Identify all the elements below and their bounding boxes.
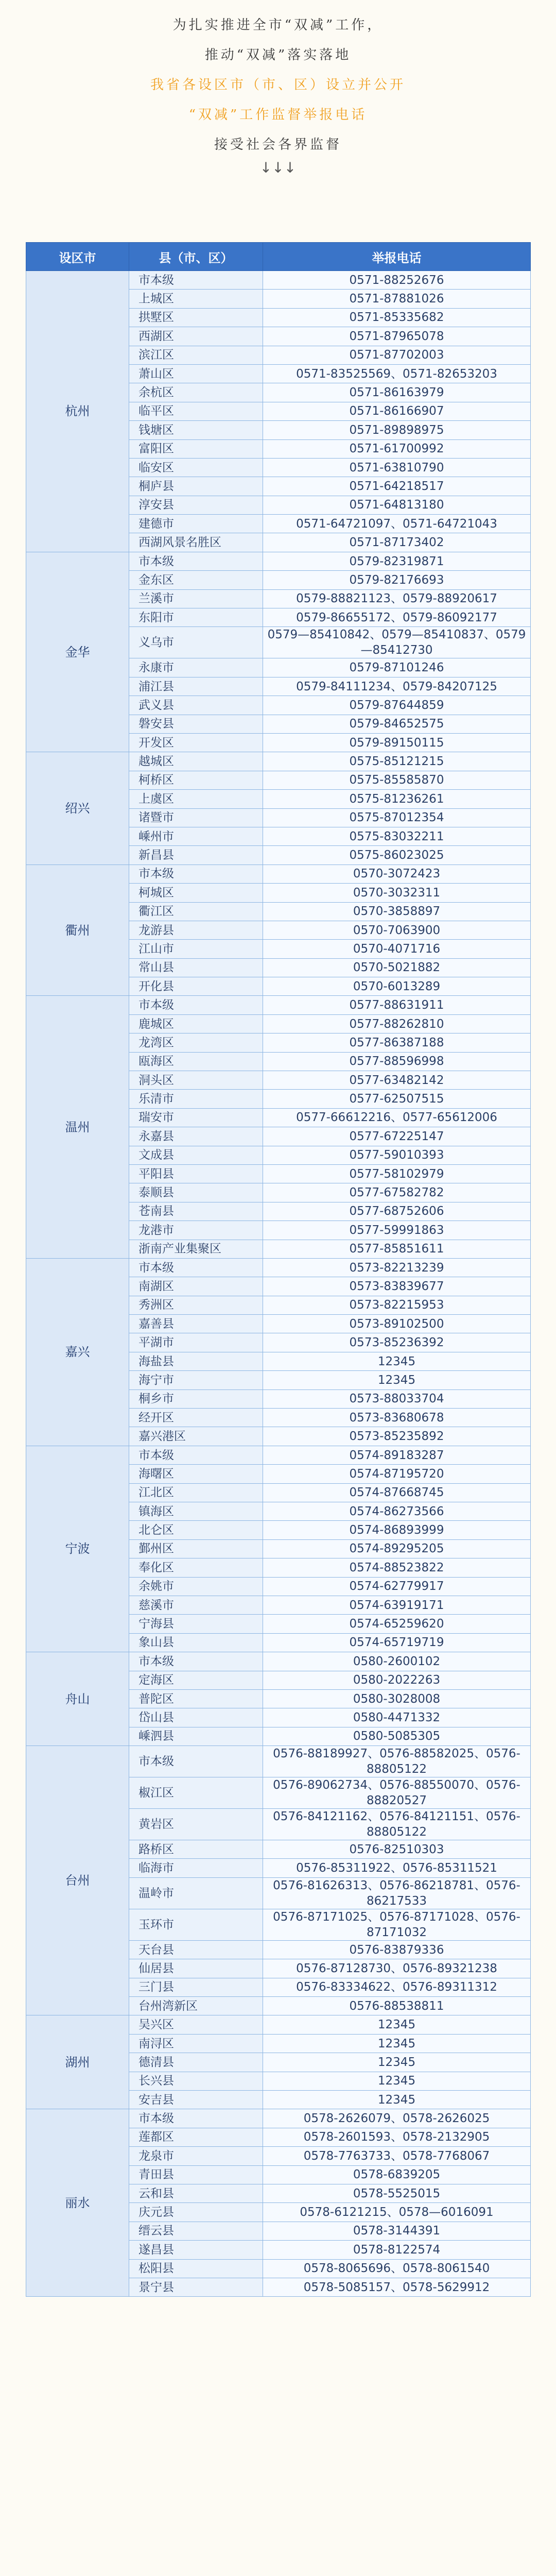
district-cell: 新昌县 bbox=[129, 846, 263, 865]
phone-cell: 0571-83525569、0571-82653203 bbox=[263, 364, 531, 383]
phone-cell: 12345 bbox=[263, 2090, 531, 2109]
district-cell: 德清县 bbox=[129, 2053, 263, 2072]
district-cell: 市本级 bbox=[129, 996, 263, 1014]
phone-cell: 0579-82319871 bbox=[263, 552, 531, 570]
phone-cell: 0577-85851611 bbox=[263, 1240, 531, 1258]
phone-cell: 0570-3072423 bbox=[263, 865, 531, 883]
header-line-5: 接受社会各界监督 bbox=[214, 137, 342, 152]
phone-cell: 0575-86023025 bbox=[263, 846, 531, 865]
phone-cell: 0577-67225147 bbox=[263, 1127, 531, 1146]
phone-cell: 0574-88523822 bbox=[263, 1558, 531, 1577]
district-cell: 桐乡市 bbox=[129, 1389, 263, 1408]
district-cell: 临平区 bbox=[129, 402, 263, 420]
district-cell: 余姚市 bbox=[129, 1577, 263, 1596]
table-row bbox=[26, 1652, 531, 1671]
district-cell: 武义县 bbox=[129, 696, 263, 715]
district-cell: 市本级 bbox=[129, 1446, 263, 1464]
district-cell: 北仑区 bbox=[129, 1521, 263, 1539]
header-line-1: 为扎实推进全市“双减”工作， bbox=[172, 18, 384, 33]
phone-cell: 0574-62779917 bbox=[263, 1577, 531, 1596]
district-cell: 天台县 bbox=[129, 1940, 263, 1959]
district-cell: 义乌市 bbox=[129, 627, 263, 658]
district-cell: 上城区 bbox=[129, 290, 263, 308]
district-cell: 椒江区 bbox=[129, 1777, 263, 1809]
district-cell: 秀洲区 bbox=[129, 1296, 263, 1314]
phone-cell: 0578-3144391 bbox=[263, 2222, 531, 2240]
phone-cell: 0577-88262810 bbox=[263, 1014, 531, 1033]
phone-cell: 0574-86893999 bbox=[263, 1521, 531, 1539]
district-cell: 建德市 bbox=[129, 515, 263, 533]
phone-cell: 0575-85585870 bbox=[263, 771, 531, 789]
phone-cell: 0571-87173402 bbox=[263, 533, 531, 552]
phone-cell: 0574-87668745 bbox=[263, 1483, 531, 1502]
table-row bbox=[26, 1258, 531, 1277]
city-cell: 绍兴 bbox=[26, 752, 129, 865]
down-arrows-icon: ↓↓↓ bbox=[259, 159, 297, 176]
phone-cell: 0574-65259620 bbox=[263, 1615, 531, 1633]
phone-cell: 0570-7063900 bbox=[263, 921, 531, 939]
phone-cell: 0576-89062734、0576-88550070、0576-88820527 bbox=[263, 1777, 531, 1809]
city-cell: 杭州 bbox=[26, 271, 129, 552]
phone-cell: 0577-66612216、0577-65612006 bbox=[263, 1108, 531, 1127]
phone-cell: 12345 bbox=[263, 2015, 531, 2034]
phone-cell: 0570-6013289 bbox=[263, 977, 531, 996]
district-cell: 嵊州市 bbox=[129, 827, 263, 845]
district-cell: 黄岩区 bbox=[129, 1809, 263, 1840]
table-row bbox=[26, 996, 531, 1014]
district-cell: 市本级 bbox=[129, 271, 263, 290]
phone-cell: 0574-89295205 bbox=[263, 1539, 531, 1558]
phone-cell: 0577-63482142 bbox=[263, 1071, 531, 1090]
phone-cell: 0580-2022263 bbox=[263, 1671, 531, 1689]
phone-cell: 0576-83334622、0576-89311312 bbox=[263, 1978, 531, 1996]
header-district: 县（市、区） bbox=[129, 243, 263, 271]
district-cell: 开发区 bbox=[129, 733, 263, 752]
district-cell: 上虞区 bbox=[129, 790, 263, 808]
phone-cell: 0573-89102500 bbox=[263, 1315, 531, 1333]
district-cell: 象山县 bbox=[129, 1633, 263, 1652]
district-cell: 拱墅区 bbox=[129, 308, 263, 327]
phone-cell: 0579-82176693 bbox=[263, 571, 531, 589]
table-row bbox=[26, 752, 531, 771]
district-cell: 庆元县 bbox=[129, 2203, 263, 2222]
district-cell: 青田县 bbox=[129, 2165, 263, 2184]
header-phone: 举报电话 bbox=[263, 243, 531, 271]
phone-cell: 0571-88252676 bbox=[263, 271, 531, 290]
phone-cell: 0573-83839677 bbox=[263, 1277, 531, 1296]
phone-cell: 0573-82213239 bbox=[263, 1258, 531, 1277]
district-cell: 常山县 bbox=[129, 958, 263, 977]
district-cell: 松阳县 bbox=[129, 2259, 263, 2278]
phone-cell: 0577-68752606 bbox=[263, 1202, 531, 1221]
phone-cell: 12345 bbox=[263, 1352, 531, 1370]
phone-cell: 0571-61700992 bbox=[263, 439, 531, 458]
district-cell: 海曙区 bbox=[129, 1465, 263, 1483]
city-cell: 丽水 bbox=[26, 2109, 129, 2297]
district-cell: 萧山区 bbox=[129, 364, 263, 383]
district-cell: 市本级 bbox=[129, 2109, 263, 2128]
district-cell: 文成县 bbox=[129, 1146, 263, 1164]
district-cell: 岱山县 bbox=[129, 1708, 263, 1727]
city-cell: 温州 bbox=[26, 996, 129, 1258]
phone-cell: 0579-87101246 bbox=[263, 658, 531, 677]
phone-cell: 0576-85311922、0576-85311521 bbox=[263, 1859, 531, 1877]
phone-cell: 0580-5085305 bbox=[263, 1727, 531, 1745]
district-cell: 海宁市 bbox=[129, 1371, 263, 1389]
phone-cell: 0578-2601593、0578-2132905 bbox=[263, 2128, 531, 2146]
phone-cell: 0579-87644859 bbox=[263, 696, 531, 715]
district-cell: 长兴县 bbox=[129, 2072, 263, 2090]
district-cell: 鹿城区 bbox=[129, 1014, 263, 1033]
district-cell: 台州湾新区 bbox=[129, 1997, 263, 2015]
hotline-table-container bbox=[26, 242, 530, 2297]
phone-cell: 0577-86387188 bbox=[263, 1033, 531, 1052]
district-cell: 龙港市 bbox=[129, 1221, 263, 1240]
phone-cell: 0578-5085157、0578-5629912 bbox=[263, 2278, 531, 2296]
phone-cell: 0573-85236392 bbox=[263, 1333, 531, 1352]
phone-cell: 0580-3028008 bbox=[263, 1689, 531, 1708]
page-header bbox=[0, 0, 556, 175]
district-cell: 玉环市 bbox=[129, 1909, 263, 1940]
district-cell: 兰溪市 bbox=[129, 589, 263, 608]
phone-cell: 0571-87881026 bbox=[263, 290, 531, 308]
district-cell: 洞头区 bbox=[129, 1071, 263, 1090]
district-cell: 瓯海区 bbox=[129, 1052, 263, 1071]
district-cell: 路桥区 bbox=[129, 1840, 263, 1859]
phone-cell: 0570-5021882 bbox=[263, 958, 531, 977]
phone-cell: 0574-89183287 bbox=[263, 1446, 531, 1464]
phone-cell: 0576-88189927、0576-88582025、0576-88805122 bbox=[263, 1746, 531, 1777]
phone-cell: 0579-84111234、0579-84207125 bbox=[263, 677, 531, 696]
table-row bbox=[26, 552, 531, 570]
district-cell: 温岭市 bbox=[129, 1877, 263, 1909]
phone-cell: 0575-81236261 bbox=[263, 790, 531, 808]
district-cell: 江山市 bbox=[129, 940, 263, 958]
phone-cell: 0571-87702003 bbox=[263, 346, 531, 364]
district-cell: 浙南产业集聚区 bbox=[129, 1240, 263, 1258]
phone-cell: 0574-63919171 bbox=[263, 1596, 531, 1614]
city-cell: 湖州 bbox=[26, 2015, 129, 2109]
district-cell: 永嘉县 bbox=[129, 1127, 263, 1146]
phone-cell: 0580-2600102 bbox=[263, 1652, 531, 1671]
phone-cell: 0571-87965078 bbox=[263, 327, 531, 346]
table-row bbox=[26, 2109, 531, 2128]
phone-cell: 0578-5525015 bbox=[263, 2184, 531, 2202]
district-cell: 衢江区 bbox=[129, 902, 263, 921]
table-row bbox=[26, 1446, 531, 1464]
district-cell: 余杭区 bbox=[129, 383, 263, 402]
district-cell: 嵊泗县 bbox=[129, 1727, 263, 1745]
district-cell: 市本级 bbox=[129, 552, 263, 570]
phone-cell: 0574-87195720 bbox=[263, 1465, 531, 1483]
hotline-table bbox=[26, 242, 531, 2297]
district-cell: 市本级 bbox=[129, 1746, 263, 1777]
district-cell: 南湖区 bbox=[129, 1277, 263, 1296]
city-cell: 宁波 bbox=[26, 1446, 129, 1652]
district-cell: 诸暨市 bbox=[129, 808, 263, 827]
phone-cell: 0577-58102979 bbox=[263, 1164, 531, 1183]
header-city: 设区市 bbox=[26, 243, 129, 271]
district-cell: 经开区 bbox=[129, 1409, 263, 1427]
district-cell: 莲都区 bbox=[129, 2128, 263, 2146]
district-cell: 西湖风景名胜区 bbox=[129, 533, 263, 552]
district-cell: 市本级 bbox=[129, 1652, 263, 1671]
phone-cell: 0571-85335682 bbox=[263, 308, 531, 327]
district-cell: 嘉善县 bbox=[129, 1315, 263, 1333]
phone-cell: 0573-83680678 bbox=[263, 1409, 531, 1427]
header-line-4: “双减”工作监督举报电话 bbox=[188, 107, 368, 123]
phone-cell: 0571-86166907 bbox=[263, 402, 531, 420]
district-cell: 磐安县 bbox=[129, 715, 263, 733]
table-row bbox=[26, 271, 531, 290]
district-cell: 浦江县 bbox=[129, 677, 263, 696]
phone-cell: 0571-64813180 bbox=[263, 496, 531, 514]
district-cell: 慈溪市 bbox=[129, 1596, 263, 1614]
district-cell: 泰顺县 bbox=[129, 1183, 263, 1202]
city-cell: 台州 bbox=[26, 1746, 129, 2015]
phone-cell: 0576-88538811 bbox=[263, 1997, 531, 2015]
phone-cell: 0576-82510303 bbox=[263, 1840, 531, 1859]
phone-cell: 0575-83032211 bbox=[263, 827, 531, 845]
phone-cell: 0578-8122574 bbox=[263, 2241, 531, 2259]
district-cell: 市本级 bbox=[129, 865, 263, 883]
district-cell: 嘉兴港区 bbox=[129, 1427, 263, 1446]
phone-cell: 0573-85235892 bbox=[263, 1427, 531, 1446]
phone-cell: 12345 bbox=[263, 2034, 531, 2053]
phone-cell: 0576-87171025、0576-87171028、0576-87171032 bbox=[263, 1909, 531, 1940]
phone-cell: 0570-4071716 bbox=[263, 940, 531, 958]
district-cell: 柯城区 bbox=[129, 884, 263, 902]
district-cell: 富阳区 bbox=[129, 439, 263, 458]
district-cell: 滨江区 bbox=[129, 346, 263, 364]
district-cell: 缙云县 bbox=[129, 2222, 263, 2240]
phone-cell: 0578-7763733、0578-7768067 bbox=[263, 2147, 531, 2165]
phone-cell: 12345 bbox=[263, 2072, 531, 2090]
table-row bbox=[26, 1746, 531, 1777]
phone-cell: 0571-64218517 bbox=[263, 477, 531, 496]
district-cell: 东阳市 bbox=[129, 608, 263, 627]
phone-cell: 0577-59010393 bbox=[263, 1146, 531, 1164]
district-cell: 淳安县 bbox=[129, 496, 263, 514]
phone-cell: 0571-64721097、0571-64721043 bbox=[263, 515, 531, 533]
district-cell: 市本级 bbox=[129, 1258, 263, 1277]
table-row bbox=[26, 2015, 531, 2034]
phone-cell: 0575-85121215 bbox=[263, 752, 531, 771]
district-cell: 平湖市 bbox=[129, 1333, 263, 1352]
header-line-3: 我省各设区市（市、区）设立并公开 bbox=[150, 77, 406, 93]
phone-cell: 12345 bbox=[263, 2053, 531, 2072]
district-cell: 南浔区 bbox=[129, 2034, 263, 2053]
district-cell: 临安区 bbox=[129, 458, 263, 477]
phone-cell: 0580-4471332 bbox=[263, 1708, 531, 1727]
phone-cell: 0579-88821123、0579-88920617 bbox=[263, 589, 531, 608]
phone-cell: 0571-86163979 bbox=[263, 383, 531, 402]
district-cell: 安吉县 bbox=[129, 2090, 263, 2109]
district-cell: 景宁县 bbox=[129, 2278, 263, 2296]
phone-cell: 0573-82215953 bbox=[263, 1296, 531, 1314]
district-cell: 苍南县 bbox=[129, 1202, 263, 1221]
phone-cell: 0579—85410842、0579—85410837、0579—85412730 bbox=[263, 627, 531, 658]
district-cell: 越城区 bbox=[129, 752, 263, 771]
district-cell: 三门县 bbox=[129, 1978, 263, 1996]
phone-cell: 0579-89150115 bbox=[263, 733, 531, 752]
phone-cell: 0578-2626079、0578-2626025 bbox=[263, 2109, 531, 2128]
district-cell: 海盐县 bbox=[129, 1352, 263, 1370]
table-row bbox=[26, 865, 531, 883]
phone-cell: 0579-86655172、0579-86092177 bbox=[263, 608, 531, 627]
district-cell: 奉化区 bbox=[129, 1558, 263, 1577]
phone-cell: 0574-65719719 bbox=[263, 1633, 531, 1652]
phone-cell: 0573-88033704 bbox=[263, 1389, 531, 1408]
phone-cell: 0578-6839205 bbox=[263, 2165, 531, 2184]
phone-cell: 0576-83879336 bbox=[263, 1940, 531, 1959]
district-cell: 永康市 bbox=[129, 658, 263, 677]
district-cell: 吴兴区 bbox=[129, 2015, 263, 2034]
district-cell: 镇海区 bbox=[129, 1502, 263, 1521]
phone-cell: 0576-87128730、0576-89321238 bbox=[263, 1959, 531, 1978]
city-cell: 衢州 bbox=[26, 865, 129, 996]
district-cell: 龙泉市 bbox=[129, 2147, 263, 2165]
district-cell: 鄞州区 bbox=[129, 1539, 263, 1558]
phone-cell: 0577-67582782 bbox=[263, 1183, 531, 1202]
district-cell: 临海市 bbox=[129, 1859, 263, 1877]
phone-cell: 0579-84652575 bbox=[263, 715, 531, 733]
district-cell: 普陀区 bbox=[129, 1689, 263, 1708]
phone-cell: 12345 bbox=[263, 1371, 531, 1389]
district-cell: 金东区 bbox=[129, 571, 263, 589]
district-cell: 遂昌县 bbox=[129, 2241, 263, 2259]
phone-cell: 0578-6121215、0578—6016091 bbox=[263, 2203, 531, 2222]
phone-cell: 0570-3858897 bbox=[263, 902, 531, 921]
city-cell: 舟山 bbox=[26, 1652, 129, 1746]
district-cell: 开化县 bbox=[129, 977, 263, 996]
phone-cell: 0577-59991863 bbox=[263, 1221, 531, 1240]
district-cell: 仙居县 bbox=[129, 1959, 263, 1978]
district-cell: 龙游县 bbox=[129, 921, 263, 939]
city-cell: 金华 bbox=[26, 552, 129, 752]
table-header-row bbox=[26, 243, 531, 271]
phone-cell: 0571-63810790 bbox=[263, 458, 531, 477]
district-cell: 西湖区 bbox=[129, 327, 263, 346]
district-cell: 龙湾区 bbox=[129, 1033, 263, 1052]
district-cell: 定海区 bbox=[129, 1671, 263, 1689]
header-line-2: 推动“双减”落实落地 bbox=[204, 47, 352, 63]
phone-cell: 0577-88631911 bbox=[263, 996, 531, 1014]
district-cell: 云和县 bbox=[129, 2184, 263, 2202]
district-cell: 柯桥区 bbox=[129, 771, 263, 789]
phone-cell: 0578-8065696、0578-8061540 bbox=[263, 2259, 531, 2278]
phone-cell: 0574-86273566 bbox=[263, 1502, 531, 1521]
district-cell: 宁海县 bbox=[129, 1615, 263, 1633]
district-cell: 瑞安市 bbox=[129, 1108, 263, 1127]
district-cell: 乐清市 bbox=[129, 1090, 263, 1108]
phone-cell: 0576-81626313、0576-86218781、0576-86217533 bbox=[263, 1877, 531, 1909]
district-cell: 桐庐县 bbox=[129, 477, 263, 496]
phone-cell: 0575-87012354 bbox=[263, 808, 531, 827]
district-cell: 平阳县 bbox=[129, 1164, 263, 1183]
phone-cell: 0577-88596998 bbox=[263, 1052, 531, 1071]
district-cell: 钱塘区 bbox=[129, 421, 263, 439]
phone-cell: 0571-89898975 bbox=[263, 421, 531, 439]
phone-cell: 0576-84121162、0576-84121151、0576-88805122 bbox=[263, 1809, 531, 1840]
phone-cell: 0577-62507515 bbox=[263, 1090, 531, 1108]
phone-cell: 0570-3032311 bbox=[263, 884, 531, 902]
city-cell: 嘉兴 bbox=[26, 1258, 129, 1446]
table-body bbox=[26, 271, 531, 2297]
district-cell: 江北区 bbox=[129, 1483, 263, 1502]
